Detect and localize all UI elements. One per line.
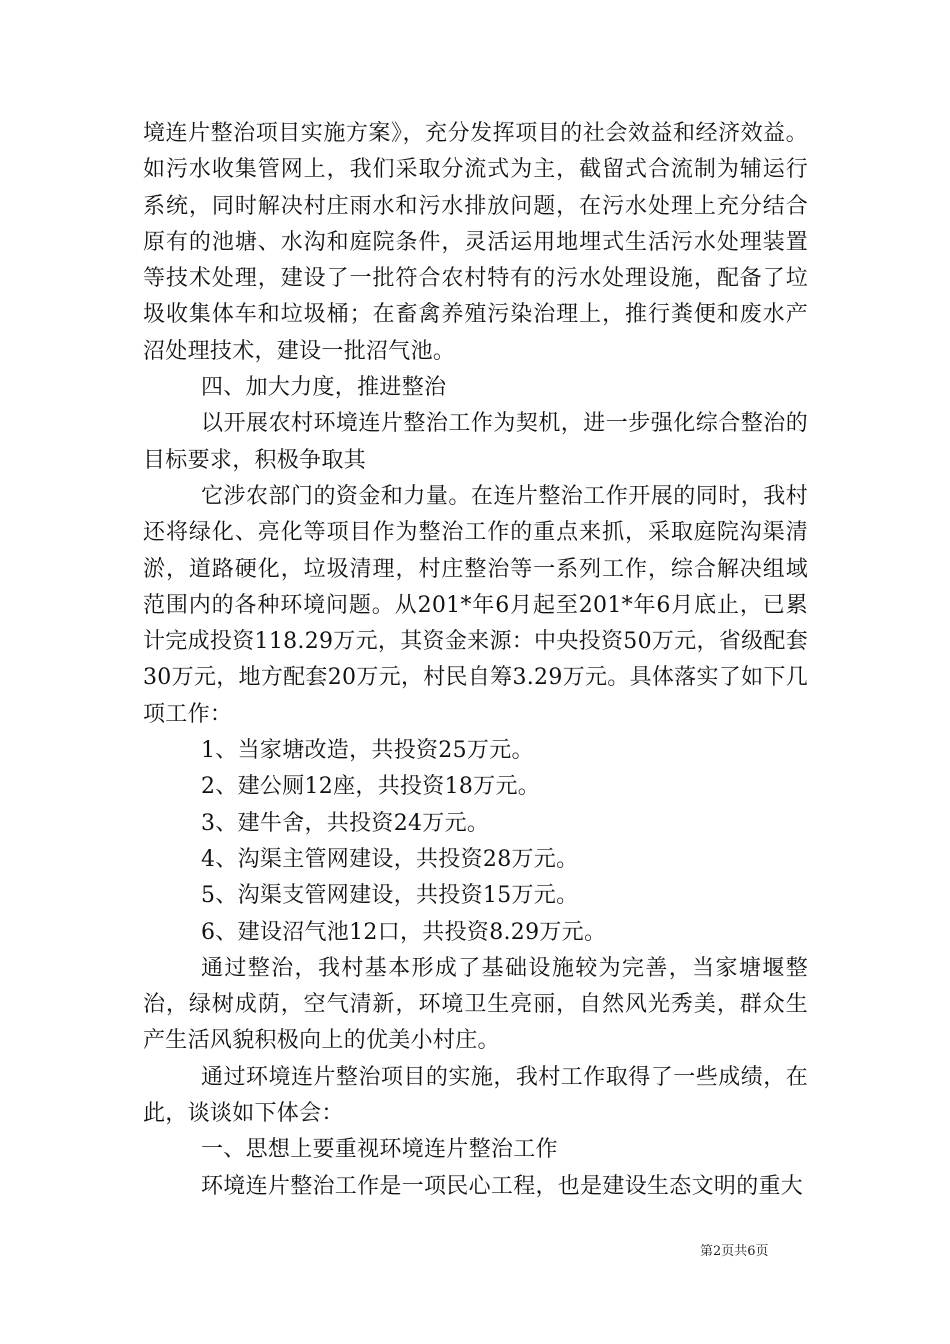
paragraph: 以开展农村环境连片整治工作为契机，进一步强化综合整治的目标要求，积极争取其: [143, 411, 808, 473]
paragraph: 环境连片整治工作是一项民心工程，也是建设生态文明的重大: [201, 1173, 804, 1199]
document-body: [143, 116, 808, 1205]
list-item: 5、沟渠支管网建设，共投资15万元。: [201, 883, 579, 909]
section-heading: 一、思想上要重视环境连片整治工作: [201, 1137, 558, 1163]
list-item: 6、建设沼气池12口，共投资8.29万元。: [201, 919, 607, 945]
paragraph: 境连片整治项目实施方案》，充分发挥项目的社会效益和经济效益。如污水收集管网上，我们采取分流式为主，截留式合流制为辅运行系统，同时解决村庄雨水和污水排放问题，在污水处理上充分结合原有的池塘、水沟和庭院条件，灵活运用地埋式生活污水处理装置等技术处理，建设了一批符合农村特有的污水处理设施，配备了垃圾收集体车和垃圾桶；在畜禽养殖污染治理上，推行粪便和废水产沼处理技术，建设一批沼气池。: [143, 121, 808, 364]
paragraph: 通过整治，我村基本形成了基础设施较为完善，当家塘堰整治，绿树成荫，空气清新，环境卫生亮丽，自然风光秀美，群众生产生活风貌积极向上的优美小村庄。: [143, 955, 808, 1054]
list-item: 4、沟渠主管网建设，共投资28万元。: [201, 846, 579, 872]
paragraph: 它涉农部门的资金和力量。在连片整治工作开展的同时，我村还将绿化、亮化等项目作为整治工作的重点来抓，采取庭院沟渠清淤，道路硬化，垃圾清理，村庄整治等一系列工作，综合解决组域范围内的各种环境问题。从201*年6月起至201*年6月底止，已累计完成投资118.29万元，其资金来源：中央投资50万元，省级配套30万元，地方配套20万元，村民自筹3.29万元。具体落实了如下几项工作：: [143, 483, 808, 727]
section-heading: 四、加大力度，推进整治: [201, 375, 447, 401]
page-number-footer: 第2页共6页: [700, 1244, 769, 1259]
list-item: 2、建公厕12座，共投资18万元。: [201, 774, 541, 800]
list-item: 1、当家塘改造，共投资25万元。: [201, 738, 534, 764]
paragraph: 通过环境连片整治项目的实施，我村工作取得了一些成绩，在此，谈谈如下体会：: [143, 1064, 808, 1127]
list-item: 3、建牛舍，共投资24万元。: [201, 810, 490, 836]
